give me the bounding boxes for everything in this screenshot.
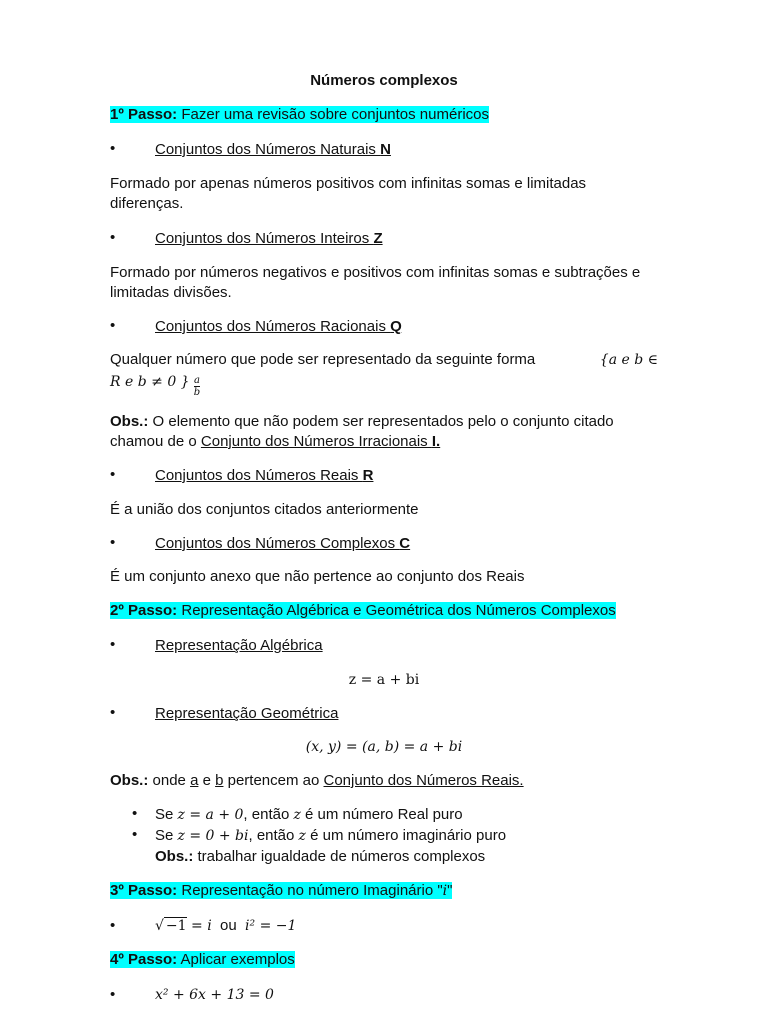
bullet-icon: •	[132, 805, 138, 822]
bullet-icon: •	[110, 466, 116, 483]
bullet-icon: •	[110, 140, 116, 157]
sub-item-real-puro: Se z = a + 0, então z é um número Real puro	[155, 806, 463, 823]
obs-1-line-1: Obs.: O elemento que não podem ser representados pelo o conjunto citado	[110, 413, 614, 430]
naturais-desc-1: Formado por apenas números positivos com infinitas somas e limitadas	[110, 175, 587, 192]
item-reais: Conjuntos dos Números Reais R	[155, 467, 374, 484]
sub-item-imaginario-puro: Se z = 0 + bi, então z é um número imaginário puro	[155, 827, 507, 844]
inteiros-desc-1: Formado por números negativos e positivos com infinitas somas e subtrações e	[110, 264, 641, 281]
complexos-desc: É um conjunto anexo que não pertence ao conjunto dos Reais	[110, 568, 525, 585]
example-formula: x² + 6x + 13 = 0	[155, 987, 274, 1003]
bullet-icon: •	[110, 704, 116, 721]
step-3-heading: 3º Passo: Representação no número Imaginário "i"	[110, 882, 453, 899]
bullet-icon: •	[110, 229, 116, 246]
naturais-desc-2: diferenças.	[110, 195, 184, 212]
item-inteiros: Conjuntos dos Números Inteiros Z	[155, 230, 383, 247]
step-4-text: Aplicar exemplos	[177, 951, 295, 968]
obs-1-line-2: chamou de o Conjunto dos Números Irracionais I.	[110, 433, 441, 450]
step-4-heading	[110, 950, 658, 970]
item-naturais: Conjuntos dos Números Naturais N	[155, 141, 391, 158]
racionais-desc-2: 𝑅 𝑒 𝑏 ≠ 0 } $\frac{a}{b}$	[110, 374, 201, 398]
step-2-heading	[110, 601, 658, 621]
bullet-icon: •	[110, 317, 116, 334]
item-complexos: Conjuntos dos Números Complexos C	[155, 535, 411, 552]
step-3-label: 3º Passo:	[110, 882, 178, 899]
inteiros-desc-2: limitadas divisões.	[110, 284, 232, 301]
step-4-label: 4º Passo:	[110, 951, 178, 968]
page-title: Números complexos	[310, 72, 458, 89]
reais-desc: É a união dos conjuntos citados anteriormente	[110, 501, 419, 518]
step-2-label: 2º Passo:	[110, 602, 178, 619]
formula-geometrica: (x, y) = (a, b) = a + bi	[305, 739, 463, 755]
step-2-text: Representação Algébrica e Geométrica dos Números Complexos	[177, 602, 616, 619]
bullet-icon: •	[110, 534, 116, 551]
obs-2: Obs.: onde a e b pertencem ao Conjunto dos Números Reais.	[110, 772, 524, 789]
step-1-label: 1º Passo:	[110, 106, 178, 123]
step-1-heading	[110, 105, 658, 125]
item-algebrica: Representação Algébrica	[155, 637, 323, 654]
step-1-text: Fazer uma revisão sobre conjuntos numéricos	[177, 106, 489, 123]
sub-obs: Obs.: trabalhar igualdade de números complexos	[155, 848, 486, 865]
item-geometrica: Representação Geométrica	[155, 705, 339, 722]
item-racionais: Conjuntos dos Números Racionais Q	[155, 318, 402, 335]
racionais-desc-1: Qualquer número que pode ser representado da seguinte forma {𝑎 𝑒 𝑏 ∈	[110, 351, 658, 368]
bullet-icon: •	[110, 917, 116, 934]
bullet-icon: •	[110, 986, 116, 1003]
bullet-icon: •	[110, 636, 116, 653]
bullet-icon: •	[132, 826, 138, 843]
fraction-a-b: $\frac{a}{b}$	[193, 375, 201, 398]
formula-algebrica: z = a + bi	[348, 672, 420, 688]
imaginary-unit-formula: √ −1 = i ou i² = −1	[155, 917, 297, 934]
